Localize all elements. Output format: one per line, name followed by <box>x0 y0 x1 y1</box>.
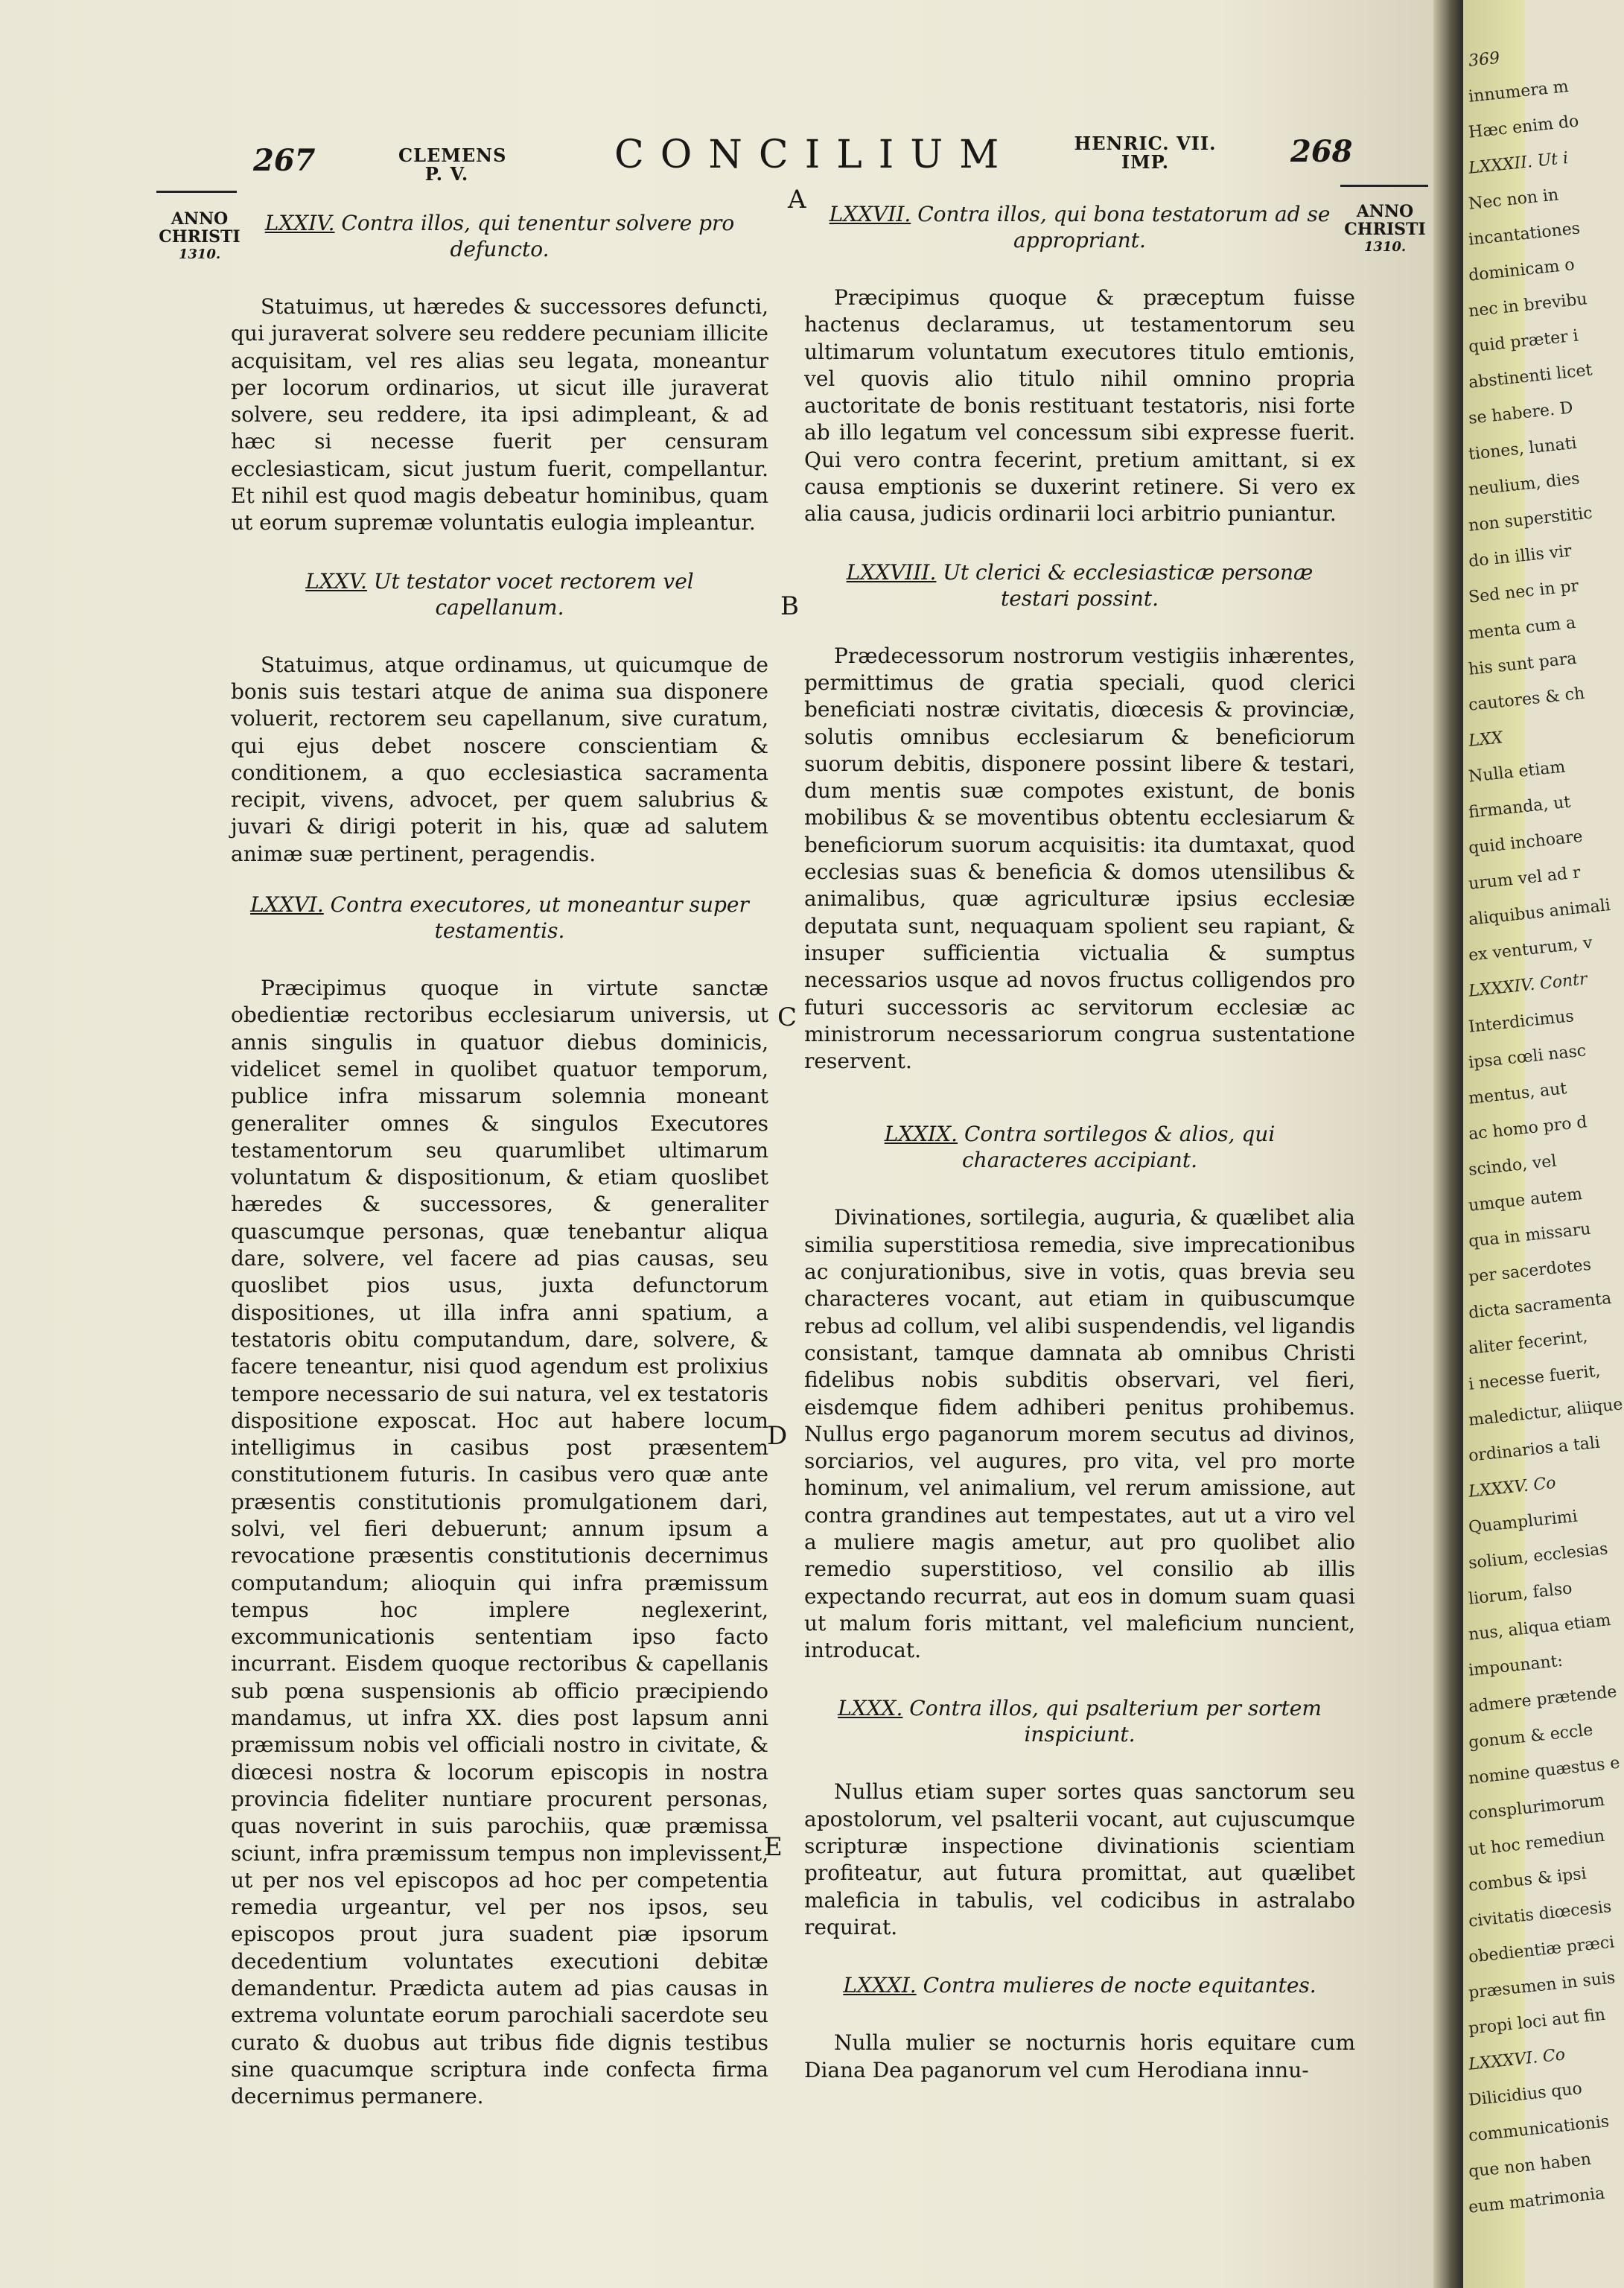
right-anno-line2: CHRISTI <box>1344 220 1426 239</box>
left-running-label-line1: CLEMENS <box>398 144 507 166</box>
chapter-heading <box>819 201 1340 253</box>
left-page-number: 267 <box>253 143 316 178</box>
facing-page-fragment: ut hoc remediun <box>1468 1826 1606 1860</box>
chapter-number: LXXIV. <box>264 211 335 235</box>
chapter-title: Contra sortilegos & alios, qui characteres accipiant. <box>962 1122 1276 1173</box>
facing-page-fragment: Sed nec in pr <box>1468 576 1580 608</box>
facing-page-fragment: abstinenti licet <box>1468 360 1593 393</box>
left-running-label-line2: P. V. <box>424 163 469 185</box>
facing-page-fragment: LXXXVI. Co <box>1468 2045 1567 2074</box>
facing-page-fragment: umque autem <box>1468 1185 1584 1216</box>
facing-page-fragment: propi loci aut fin <box>1468 2005 1607 2038</box>
chapter-heading <box>819 1972 1340 1998</box>
chapter-number: LXXX. <box>838 1696 903 1721</box>
left-anno-line1: ANNO <box>171 209 229 229</box>
chapter-title: Contra illos, qui tenentur solvere pro defuncto. <box>341 211 735 261</box>
facing-page-fragment: i necesse fuerit, <box>1468 1361 1602 1395</box>
right-running-label <box>1071 134 1220 171</box>
left-anno-year: 1310. <box>178 247 221 262</box>
facing-page-fragment: mentus, aut <box>1468 1079 1568 1108</box>
facing-page-fragment: aliquibus animali <box>1468 895 1611 930</box>
chapter-title: Contra illos, qui psalterium per sortem inspiciunt. <box>909 1696 1322 1747</box>
chapter-text: Prædecessorum nostrorum vestigiis inhærentes, permittimus de gratia speciali, quod clerici beneficiati nostræ civitatis, diœcesis & provinciæ, solutis omnibus ecclesiarum & beneficiorum suorum debitis, disponere possint libere & testari, dum mentis suæ compotes existunt, de bonis mobilibus & se moventibus obtentu ecclesiarum & beneficiorum suorum acquisitis: ita dumtaxat, quod ecclesias suas & beneficia & domos utensilibus & animalibus, quæ agriculturæ ipsius ecclesiæ deputata sunt, nequaquam spolient seu rapiant, & insuper sufficientia victualia & sumptus necessarios usque ad novos fructus colligendos pro futuri successoris ac servitorum ecclesiæ ac ministrorum necessariorum congrua sustentatione reservent. <box>804 643 1355 1074</box>
facing-page-fragment: solium, ecclesias <box>1468 1539 1609 1574</box>
facing-page-fragment: communicationis <box>1468 2112 1611 2146</box>
facing-page-fragment: incantationes <box>1468 219 1582 250</box>
facing-page-fragment: LXXXIV. Contr <box>1468 970 1588 1001</box>
chapter-text: Nullus etiam super sortes quas sanctorum seu apostolorum, vel psalterii vocant, aut cujuscumque scripturæ inspectione divinationis scientiam profiteatur, aut futura promittat, aut quælibet maleficia in tabulis, vel codicibus in astralabo requirat. <box>804 1779 1355 1939</box>
facing-page-fragment: innumera m <box>1468 77 1570 107</box>
facing-page-fragment: nus, aliqua etiam <box>1468 1611 1612 1645</box>
facing-page-fragment: combus & ipsi <box>1468 1864 1588 1895</box>
facing-page-fragment: per sacerdotes <box>1468 1255 1593 1287</box>
facing-page-fragment: consplurimorum <box>1468 1790 1606 1824</box>
left-running-label <box>398 144 507 185</box>
chapter-heading <box>819 1121 1340 1173</box>
chapter-number: LXXIX. <box>884 1122 958 1147</box>
facing-page-fragment: eum matrimonia <box>1468 2184 1606 2217</box>
facing-page-fragment: dicta sacramenta <box>1468 1288 1613 1323</box>
facing-page-fragment: neulium, dies <box>1468 469 1581 500</box>
facing-page-fragment: obedientiæ præci <box>1468 1933 1616 1967</box>
chapter-text: Divinationes, sortilegia, auguria, & quælibet alia similia superstitiosa remedia, sive imprecationibus ac conjurationibus, sive in votis, quas brevia seu characteres vocant, aut etiam in quibuscumque rebus ad collum, vel alibi suspendendis, vel ligandis consistant, tamque damnata ab omnibus Christi fidelibus nobis subditis observari, vel fieri, eisdemque fidem adhiberi penitus prohibemus. Nullus ergo paganorum morem secutus ad divinos, sorciarios, vel augures, pro vita, vel pro morte hominum, vel animalium, vel rerum amissione, aut contra grandines aut tempestates, aut ut a viro vel a muliere magis ametur, aut pro quolibet alio remedio superstitioso, vel consilio ab illis expectando recurrat, aut eos in domum suam quasi ut malum foris mittant, vel maleficium nuncient, introducat. <box>804 1205 1355 1663</box>
facing-page-fragment: scindo, vel <box>1468 1151 1558 1180</box>
facing-page-fragment: LXX <box>1468 728 1504 751</box>
chapter-title: Contra illos, qui bona testatorum ad se appropriant. <box>917 202 1331 252</box>
facing-page-fragment: do in illis vir <box>1468 541 1573 572</box>
facing-page-fragment: præsumen in suis <box>1468 1968 1617 2003</box>
chapter-text: Præcipimus quoque in virtute sanctæ obedientiæ rectoribus ecclesiarum universis, ut annis singulis in quatuor diebus dominicis, videlicet semel in quolibet quatuor temporum, publice infra missarum solemnia moneant generaliter omnes & singulos Executores testamentorum seu quarumlibet ultimarum voluntatum & dispositionum, & etiam quoslibet hæredes & successores, & generaliter quascumque personas, quæ tenebantur aliqua dare, solvere, vel facere ad pias causas, seu quoslibet pios usus, juxta defunctorum dispositiones, ut illa infra anni spatium, a testatoris obitu computandum, dare, solvere, & facere teneantur, nisi quod agendum est prolixius tempore necessario de sui natura, vel ex testatoris dispositione exposcat. Hoc aut habere locum intelligimus in casibus post præsentem constitutionem futuris. In casibus vero quæ ante præsentis constitutionis promulgationem dari, solvi, vel fieri debuerunt; annum ipsum a revocatione præsentis constitutionis decernimus computandum; alioquin qui infra præmissum tempus hoc implere neglexerint, excommunicationis sententiam ipso facto incurrant. Eisdem quoque rectoribus & capellanis sub pœna suspensionis ab officio præcipiendo mandamus, ut infra XX. dies post lapsum anni præmissum nobis vel officiali nostro in civitate, & diœcesi nostra & locorum episcopis in nostra provincia fideliter nuntiare procurent personas, quas noverint in suis parochiis, quæ præmissa sciunt, infra præmissum tempus non implevissent, ut per nos vel episcopos ad hoc per competentia remedia urgeantur, vel per nos ipsos, seu episcopos prout jura suadent piæ ipsorum decedentium voluntates executioni debitæ demandentur. Prædicta autem ad pias causas in extrema voluntate eorum parochiali sacerdote seu curato & duobus aut tribus fide dignis testibus sine quacumque scriptura inde confecta firma decernimus permanere. <box>231 976 768 2109</box>
facing-page-fragment: admere prætende <box>1468 1682 1618 1717</box>
facing-page-fragment: Hæc enim do <box>1468 112 1580 142</box>
facing-page-fragment: quid inchoare <box>1468 827 1584 858</box>
facing-page-fragment: LXXXII. Ut i <box>1468 149 1570 178</box>
chapter-heading <box>246 892 754 944</box>
facing-page-fragment: Quamplurimi <box>1468 1507 1579 1538</box>
facing-page-fragment: 369 <box>1468 48 1501 71</box>
facing-page-edge <box>1463 0 1624 2288</box>
facing-page-fragment: cautores & ch <box>1468 684 1586 715</box>
chapter-text: Statuimus, atque ordinamus, ut quicumque de bonis suis testari atque de anima sua disponere voluerit, rectorem seu capellanum, sive curatum, qui ejus debet noscere conscientiam & conditionem, a quo ecclesiastica sacramenta recipit, vivens, advocet, per quem salubrius & juvari & dirigi poterit in his, quæ ad salutem animæ suæ pertinent, peragendis. <box>231 652 768 866</box>
facing-page-fragment: non superstitic <box>1468 503 1593 536</box>
facing-page-fragment: menta cum a <box>1468 613 1577 644</box>
facing-page-fragment: Interdicimus <box>1468 1007 1575 1037</box>
chapter-heading <box>246 568 754 620</box>
facing-page-fragment: LXXXV. Co <box>1468 1473 1557 1502</box>
facing-page-fragment: civitatis diœcesis <box>1468 1897 1613 1931</box>
facing-page-fragment: ipsa cœli nasc <box>1468 1041 1588 1072</box>
facing-page-fragment: que non haben <box>1468 2149 1593 2181</box>
chapter-number: LXXVI. <box>250 892 324 918</box>
facing-page-fragment: Nec non in <box>1468 185 1560 214</box>
facing-page-fragment: ac homo pro d <box>1468 1113 1588 1144</box>
section-mark-e: E <box>764 1832 783 1862</box>
facing-page-fragment: se habere. D <box>1468 398 1574 429</box>
facing-page-fragment: Dilicidius quo <box>1468 2079 1583 2110</box>
chapter-title: Contra mulieres de nocte equitantes. <box>923 1973 1316 1998</box>
facing-page-fragment: liorum, falso <box>1468 1579 1573 1609</box>
chapter-title: Ut testator vocet rectorem vel capellanum. <box>373 568 694 620</box>
facing-page-fragment: impounant: <box>1468 1652 1564 1681</box>
section-mark-d: D <box>767 1421 788 1451</box>
chapter-text: Præcipimus quoque & præceptum fuisse hactenus declaramus, ut testamentorum seu ultimarum voluntatum executores titulo emtionis, vel quovis alio titulo nihil omnino propria auctoritate de bonis restituant testatoris, nisi forte ab illo legatum vel concessum sibi expresse fuerit. Qui vero contra fecerint, pretium amittant, si ex causa emptionis se duxerint retinere. Si vero ex alia causa, judicis ordinarii loci arbitrio puniantur. <box>804 285 1355 527</box>
chapter-number: LXXXI. <box>843 1973 917 1998</box>
right-running-label-line1: HENRIC. VII. <box>1074 133 1217 154</box>
chapter-number: LXXVIII. <box>846 559 937 585</box>
chapter-heading <box>246 210 754 262</box>
chapter-text: Nulla mulier se nocturnis horis equitare cum Diana Dea paganorum vel cum Herodiana innu- <box>804 2030 1355 2082</box>
section-mark-b: B <box>780 591 799 621</box>
facing-page-fragment: dominicam o <box>1468 255 1576 286</box>
facing-page-fragment: quid præter i <box>1468 326 1579 358</box>
facing-page-fragment: nec in brevibu <box>1468 290 1588 322</box>
chapter-heading <box>819 559 1340 611</box>
facing-page-fragment: tiones, lunati <box>1468 434 1578 465</box>
right-running-label-line2: IMP. <box>1121 151 1170 173</box>
facing-page-fragment: nomine quæstus e <box>1468 1753 1621 1788</box>
right-column <box>804 201 1355 2084</box>
facing-page-fragment: qua in missaru <box>1468 1219 1592 1251</box>
facing-page-fragment: aliter fecerint, <box>1468 1327 1589 1359</box>
facing-page-fragment: ordinarios a tali <box>1468 1433 1602 1466</box>
chapter-number: LXXVII. <box>829 202 911 226</box>
section-mark-c: C <box>777 1002 797 1032</box>
right-anno-line1: ANNO <box>1356 202 1414 221</box>
facing-page-fragment: maledictur, aliique <box>1468 1395 1624 1431</box>
chapter-title: Contra executores, ut moneantur super testamentis. <box>330 892 749 944</box>
section-mark-a: A <box>788 185 806 214</box>
facing-page-fragment: firmanda, ut <box>1468 792 1572 822</box>
right-page-number: 268 <box>1290 134 1353 169</box>
chapter-number: LXXV. <box>305 568 367 594</box>
facing-page-fragment: gonum & eccle <box>1468 1720 1594 1752</box>
page-title: CONCILIUM <box>614 133 1016 177</box>
chapter-text: Statuimus, ut hæredes & successores defuncti, qui juraverat solvere seu reddere pecuniam illicite acquisitam, vel res alias seu legata, moneantur per locorum ordinarios, ut sicut ille juraverat solvere, seu reddere, ita ipsi adimpleant, & ad hæc si necesse fuerit per censuram ecclesiasticam, sicut justum fuerit, compellantur. Et nihil est quod magis debeatur hominibus, quam ut eorum supremæ voluntatis eulogia impleantur. <box>231 294 768 536</box>
book-gutter <box>1433 0 1463 2288</box>
right-anno-year: 1310. <box>1363 239 1407 255</box>
left-anno-rule <box>156 191 237 193</box>
chapter-title: Ut clerici & ecclesiasticæ personæ testari possint. <box>943 559 1313 611</box>
right-anno-rule <box>1340 185 1428 187</box>
left-column <box>231 210 768 2111</box>
chapter-heading <box>819 1695 1340 1747</box>
facing-page-fragment: his sunt para <box>1468 649 1578 679</box>
facing-page-fragment: Nulla etiam <box>1468 757 1567 786</box>
facing-page-fragment: ex venturum, v <box>1468 933 1593 965</box>
left-anno-line2: CHRISTI <box>159 227 241 247</box>
facing-page-fragment: urum vel ad r <box>1468 862 1582 894</box>
